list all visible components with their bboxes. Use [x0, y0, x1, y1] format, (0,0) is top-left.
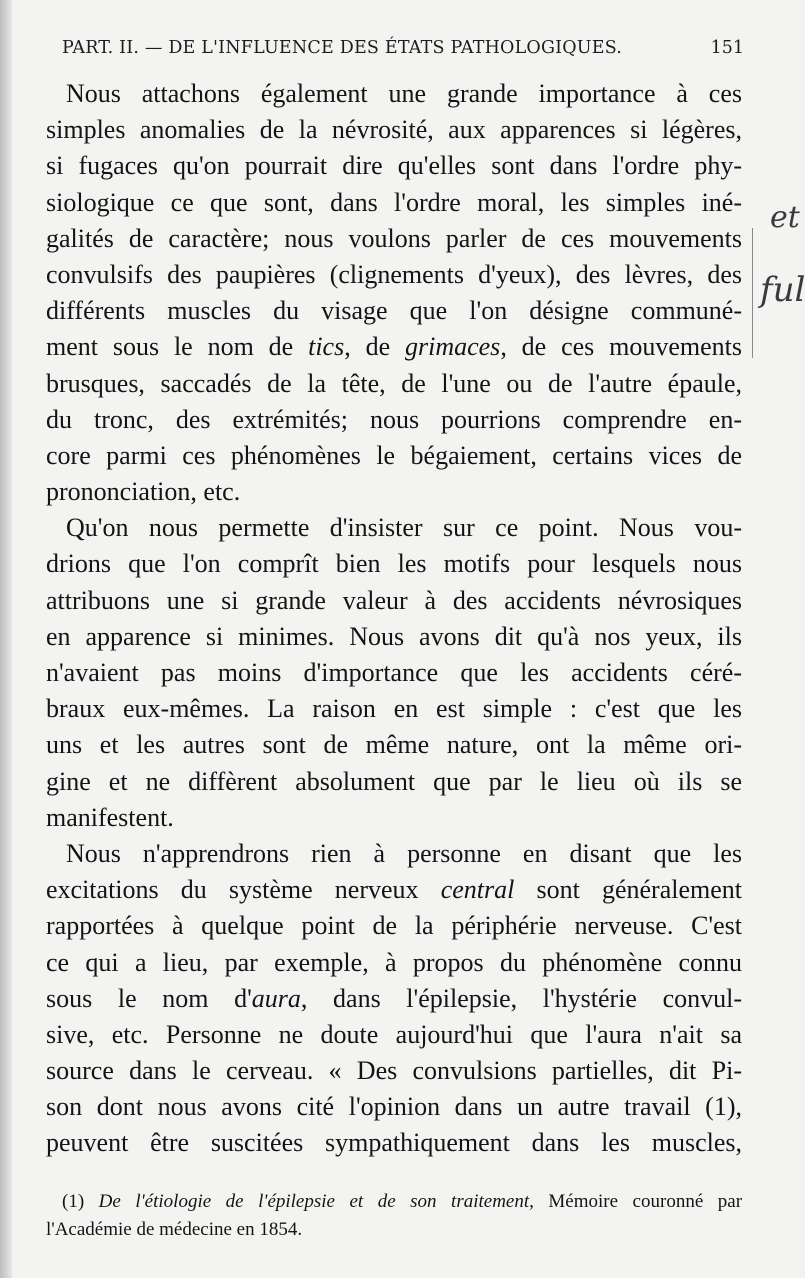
text-line: brusques, saccadés de la tête, de l'une ou de l'autre épaule,	[46, 368, 742, 398]
text-line: gine et ne diffèrent absolument que par le lieu où ils se	[46, 766, 742, 796]
text-line: Qu'on nous permette d'insister sur ce point. Nous vou-	[66, 513, 742, 543]
text-fragment: , de ces mouvements	[500, 332, 743, 362]
text-line: drions que l'on comprît bien les motifs pour lesquels nous	[46, 549, 742, 579]
text-line: sive, etc. Personne ne doute aujourd'hui que l'aura n'ait sa	[46, 1019, 742, 1049]
text-line	[46, 981, 742, 1017]
footnote-line: l'Académie de médecine en 1854.	[46, 1219, 303, 1240]
footnote-title: De l'étiologie de l'épilepsie et de son traitement,	[98, 1191, 534, 1212]
body-text	[46, 76, 742, 1162]
italic-term-aura: aura	[251, 983, 301, 1013]
text-line: son dont nous avons cité l'opinion dans un autre travail (1),	[46, 1092, 742, 1122]
text-line: ce qui a lieu, par exemple, à propos du phénomène connu	[46, 947, 742, 977]
text-line: du tronc, des extrémités; nous pourrions comprendre en-	[46, 404, 742, 434]
text-fragment: , dans l'épilepsie, l'hystérie convul-	[300, 983, 742, 1013]
text-line	[46, 329, 742, 365]
text-line: manifestent.	[46, 802, 174, 832]
text-fragment: sont généralement	[536, 875, 743, 905]
text-fragment: sous le nom d'	[46, 983, 252, 1013]
text-line: source dans le cerveau. « Des convulsions partielles, dit Pi-	[46, 1056, 742, 1086]
text-fragment: ment sous le nom de	[46, 332, 294, 362]
italic-term-central: central	[440, 875, 515, 905]
footnote-text: Mémoire couronné par	[548, 1191, 743, 1212]
text-line: core parmi ces phénomènes le bégaiement, certains vices de	[46, 440, 742, 470]
text-fragment: excitations du système nerveux	[46, 875, 419, 905]
italic-term-grimaces: grimaces	[404, 332, 501, 362]
text-line: prononciation, etc.	[46, 477, 241, 507]
margin-handwritten-note: et	[770, 200, 800, 235]
text-line: braux eux-mêmes. La raison en est simple : c'est que les	[46, 694, 742, 724]
text-line: si fugaces qu'on pourrait dire qu'elles sont dans l'ordre phy-	[46, 151, 742, 181]
text-line: n'avaient pas moins d'importance que les accidents céré-	[46, 658, 742, 687]
running-header	[62, 34, 742, 64]
text-line: convulsifs des paupières (clignements d'yeux), des lèvres, des	[46, 259, 742, 289]
page-gutter-shadow	[0, 0, 12, 1278]
text-line: différents muscles du visage que l'on désigne communé-	[46, 296, 742, 326]
margin-handwritten-note: ful	[760, 270, 805, 310]
text-line: attribuons une si grande valeur à des accidents névrosiques	[46, 585, 742, 615]
italic-term-tics: tics	[308, 332, 345, 362]
footnote-line	[46, 1188, 742, 1216]
text-line: galités de caractère; nous voulons parler de ces mouvements	[46, 223, 742, 253]
text-line: Nous n'apprendrons rien à personne en disant que les	[66, 838, 742, 868]
running-header-title: PART. II. — DE L'INFLUENCE DES ÉTATS PATHOLOGIQUES.	[62, 38, 623, 58]
page-number: 151	[710, 38, 744, 58]
margin-pencil-line	[752, 228, 753, 358]
text-line: uns et les autres sont de même nature, ont la même ori-	[46, 730, 742, 760]
text-line: Nous attachons également une grande importance à ces	[66, 79, 742, 108]
text-line: simples anomalies de la névrosité, aux apparences si légères,	[46, 115, 742, 145]
text-line: rapportées à quelque point de la périphérie nerveuse. C'est	[46, 911, 742, 941]
text-line: peuvent être suscitées sympathiquement dans les muscles,	[46, 1128, 742, 1158]
text-line	[46, 872, 742, 908]
footnote	[46, 1188, 742, 1244]
footnote-marker: (1)	[62, 1191, 85, 1212]
text-line: siologique ce que sont, dans l'ordre moral, les simples iné-	[46, 187, 742, 217]
text-line: en apparence si minimes. Nous avons dit qu'à nos yeux, ils	[46, 621, 742, 651]
text-fragment: , de	[344, 332, 391, 362]
